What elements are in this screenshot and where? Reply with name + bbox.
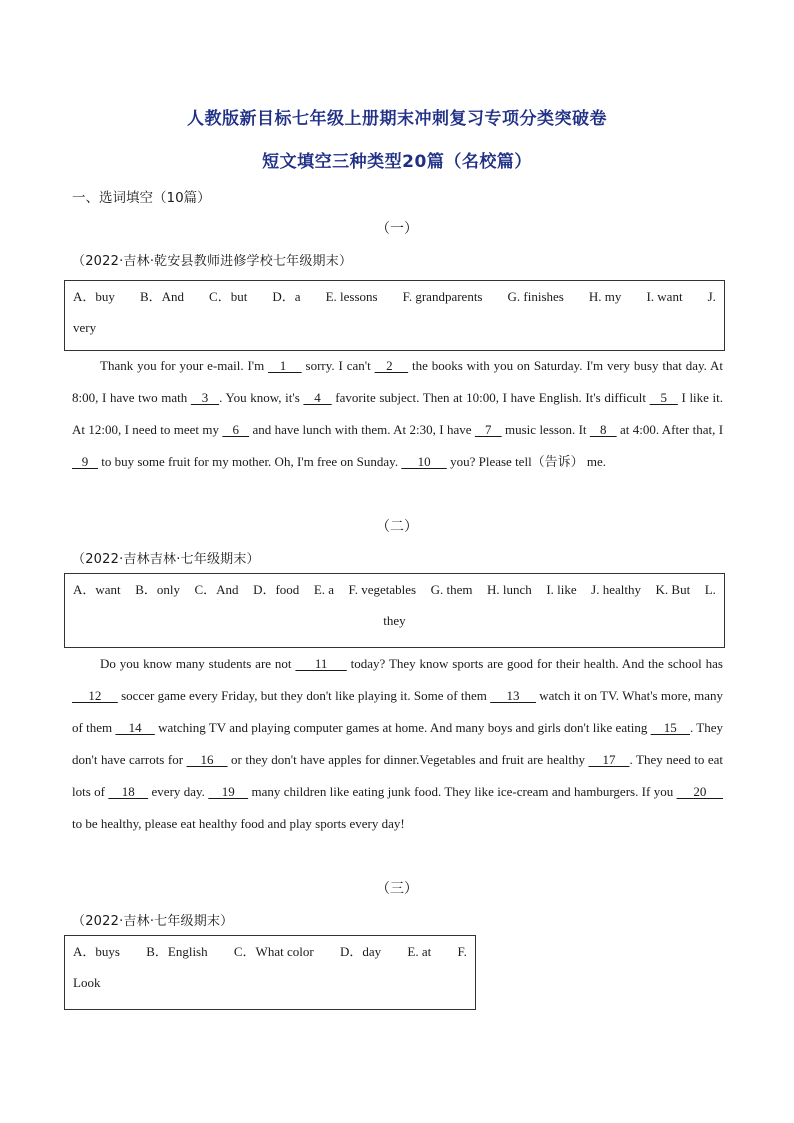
answer-blank: 9 <box>72 454 98 469</box>
option: F. grandparents <box>402 289 483 304</box>
word-bank-row <box>73 936 467 967</box>
option: G. them <box>430 582 473 597</box>
option: A．want <box>73 582 121 597</box>
passage-text: sorry. I can't <box>301 358 375 373</box>
passage-paragraph <box>72 648 723 840</box>
option: E. a <box>313 582 335 597</box>
answer-blank: 19 <box>208 784 249 799</box>
passage-2-source: （2022·吉林吉林·七年级期末） <box>72 552 260 567</box>
answer-blank: 17 <box>588 752 630 767</box>
option: A．buys <box>73 944 120 959</box>
answer-blank: 10 <box>401 454 447 469</box>
passage-text: and have lunch with them. At 2:30, I have <box>249 422 475 437</box>
answer-blank: 5 <box>649 390 678 405</box>
option: B．And <box>139 289 184 304</box>
answer-blank: 2 <box>374 358 409 373</box>
passage-paragraph <box>72 350 723 478</box>
answer-blank: 6 <box>222 422 250 437</box>
passage-text: Thank you for your e-mail. I'm <box>100 358 269 373</box>
passage-1-number: （一） <box>376 221 418 237</box>
option: J. <box>707 289 716 304</box>
answer-blank: 3 <box>190 390 220 405</box>
passage-text: watch it on TV. What's more, many of them <box>72 688 724 735</box>
passage-text: at 4:00. After that, I <box>616 422 724 437</box>
passage-text: you? Please tell（告诉） me. <box>446 454 607 469</box>
answer-blank: 18 <box>108 784 149 799</box>
section-heading: 一、选词填空（10篇） <box>72 190 211 206</box>
passage-text: favorite subject. Then at 10:00, I have English. It's difficult <box>331 390 650 405</box>
passage-2-number: （二） <box>376 519 418 535</box>
passage-text: Do you know many students are not <box>100 656 296 671</box>
option: J. healthy <box>591 582 641 597</box>
passage-text: soccer game every Friday, but they don't like playing it. Some of them <box>117 688 491 703</box>
passage-2-word-bank <box>64 573 725 648</box>
passage-3-word-bank <box>64 935 476 1010</box>
option: G. finishes <box>507 289 564 304</box>
document-title: 人教版新目标七年级上册期末冲刺复习专项分类突破卷 <box>187 109 607 129</box>
option: I. want <box>646 289 683 304</box>
passage-3-source: （2022·吉林·七年级期末） <box>72 914 234 929</box>
option: D．day <box>339 944 382 959</box>
passage-text: many children like eating junk food. They like ice-cream and hamburgers. If you <box>248 784 677 799</box>
answer-blank: 13 <box>490 688 536 703</box>
option: I. like <box>546 582 577 597</box>
option: they <box>383 613 406 628</box>
passage-text: to be healthy, please eat healthy food and play sports every day! <box>72 816 405 831</box>
passage-text: I like it. At 12:00, I need to meet my <box>72 390 724 437</box>
word-bank-row <box>73 574 716 605</box>
option: E. lessons <box>325 289 378 304</box>
passage-text: today? They know sports are good for their health. And the school has <box>346 656 723 671</box>
option: D．a <box>272 289 301 304</box>
passage-3-number: （三） <box>376 881 418 897</box>
answer-blank: 7 <box>474 422 502 437</box>
passage-text: . You know, it's <box>219 390 304 405</box>
passage-1-text <box>72 350 723 478</box>
option: F. <box>457 944 467 959</box>
passage-text: to buy some fruit for my mother. Oh, I'm free on Sunday. <box>98 454 402 469</box>
passage-text: every day. <box>148 784 209 799</box>
option: E. at <box>407 944 432 959</box>
passage-1-word-bank <box>64 280 725 351</box>
option: B．only <box>135 582 180 597</box>
option: D．food <box>253 582 300 597</box>
option: very <box>73 320 97 335</box>
option: L. <box>704 582 716 597</box>
option: H. lunch <box>487 582 532 597</box>
passage-text: music lesson. It <box>501 422 590 437</box>
option: B．English <box>146 944 208 959</box>
option: A．buy <box>73 289 115 304</box>
document-subtitle: 短文填空三种类型20篇（名校篇） <box>262 152 532 172</box>
option: F. vegetables <box>348 582 417 597</box>
option: C．but <box>209 289 248 304</box>
option: C．And <box>194 582 239 597</box>
answer-blank: 14 <box>115 720 155 735</box>
answer-blank: 16 <box>186 752 228 767</box>
answer-blank: 11 <box>295 656 347 671</box>
passage-text: or they don't have apples for dinner.Vegetables and fruit are healthy <box>227 752 589 767</box>
answer-blank: 8 <box>589 422 617 437</box>
option: K. But <box>655 582 691 597</box>
passage-text: watching TV and playing computer games at home. And many boys and girls don't like eating <box>154 720 651 735</box>
passage-text: the books with you on Saturday. I'm very busy that day. At 8:00, I have two math <box>72 358 724 405</box>
passage-text: . They don't have carrots for <box>72 720 724 767</box>
passage-text: . They need to eat lots of <box>72 752 724 799</box>
word-bank-row <box>73 281 716 312</box>
passage-1-source: （2022·吉林·乾安县教师进修学校七年级期末） <box>72 254 353 269</box>
option: Look <box>73 975 101 990</box>
answer-blank: 15 <box>650 720 690 735</box>
answer-blank: 12 <box>72 688 118 703</box>
passage-2-text <box>72 648 723 840</box>
answer-blank: 20 <box>676 784 724 799</box>
answer-blank: 1 <box>268 358 302 373</box>
answer-blank: 4 <box>303 390 332 405</box>
option: C．What color <box>233 944 314 959</box>
option: H. my <box>588 289 622 304</box>
